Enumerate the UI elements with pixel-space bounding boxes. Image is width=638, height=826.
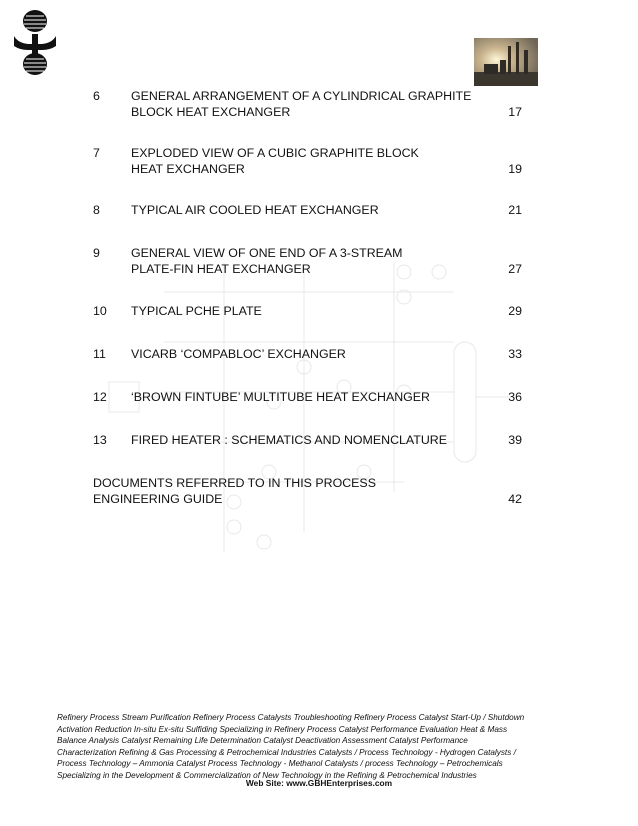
refinery-photo (474, 38, 538, 86)
refinery-photo-icon (474, 38, 538, 86)
toc-entry-page: 29 (508, 304, 522, 318)
toc-entry-title: ‘BROWN FINTUBE’ MULTITUBE HEAT EXCHANGER (131, 390, 431, 404)
toc-entry-title: TYPICAL AIR COOLED HEAT EXCHANGER (131, 203, 379, 217)
documents-page: 42 (508, 492, 522, 506)
toc-entry-title: EXPLODED VIEW OF A CUBIC GRAPHITE BLOCK HEAT EXCHANGER (131, 146, 419, 176)
company-logo-icon (12, 6, 58, 78)
toc-entry-number: 10 (93, 304, 107, 318)
toc-entry-title: TYPICAL PCHE PLATE (131, 304, 262, 318)
company-logo (12, 6, 58, 78)
toc-entry-number: 7 (93, 146, 100, 160)
toc-entry-page: 36 (508, 390, 522, 404)
toc-entry-number: 13 (93, 433, 107, 447)
footer-services-text: Refinery Process Stream Purification Refinery Process Catalysts Troubleshooting Refinery Process Catalyst Start-Up / Shutdown Activation Reduction In-situ Ex-situ Sulfiding Specializing in Refinery Process Catalyst Performance Evaluation Heat & Mass Balance Analysis Catalyst Remaining Life Determination Catalyst Deactivation Assessment Catalyst Performance Characterization Refining & Gas Processing & Petrochemical Industries Catalysts / Process Technology - Hydrogen Catalysts / Process Technology – Ammonia Catalyst Process Technology - Methanol Catalysts / process Technology – Petrochemicals Specializing in the Development & Commercialization of New Technology in the Refining & Petrochemical Industries (57, 713, 525, 780)
toc-entry-title: VICARB ‘COMPABLOC’ EXCHANGER (131, 347, 346, 361)
toc-entry-number: 12 (93, 390, 107, 404)
documents-title: DOCUMENTS REFERRED TO IN THIS PROCESS ENGINEERING GUIDE (93, 476, 376, 506)
toc-entry-page: 21 (508, 203, 522, 217)
toc-entry-title: GENERAL VIEW OF ONE END OF A 3-STREAM PLATE-FIN HEAT EXCHANGER (131, 246, 403, 276)
toc-entry-page: 19 (508, 162, 522, 176)
toc-entry-number: 8 (93, 203, 100, 217)
toc-entry-page: 27 (508, 262, 522, 276)
toc-entry-number: 6 (93, 89, 100, 103)
toc-entry-title: FIRED HEATER : SCHEMATICS AND NOMENCLATURE (131, 433, 447, 447)
toc-entry-title: GENERAL ARRANGEMENT OF A CYLINDRICAL GRAPHITE BLOCK HEAT EXCHANGER (131, 89, 472, 119)
toc-entry-number: 11 (93, 347, 106, 361)
footer-website: Web Site: www.GBHEnterprises.com (245, 778, 393, 788)
toc-entry-page: 33 (508, 347, 522, 361)
toc-entry-number: 9 (93, 246, 100, 260)
toc-entry-page: 17 (508, 105, 522, 119)
toc-entry-page: 39 (508, 433, 522, 447)
